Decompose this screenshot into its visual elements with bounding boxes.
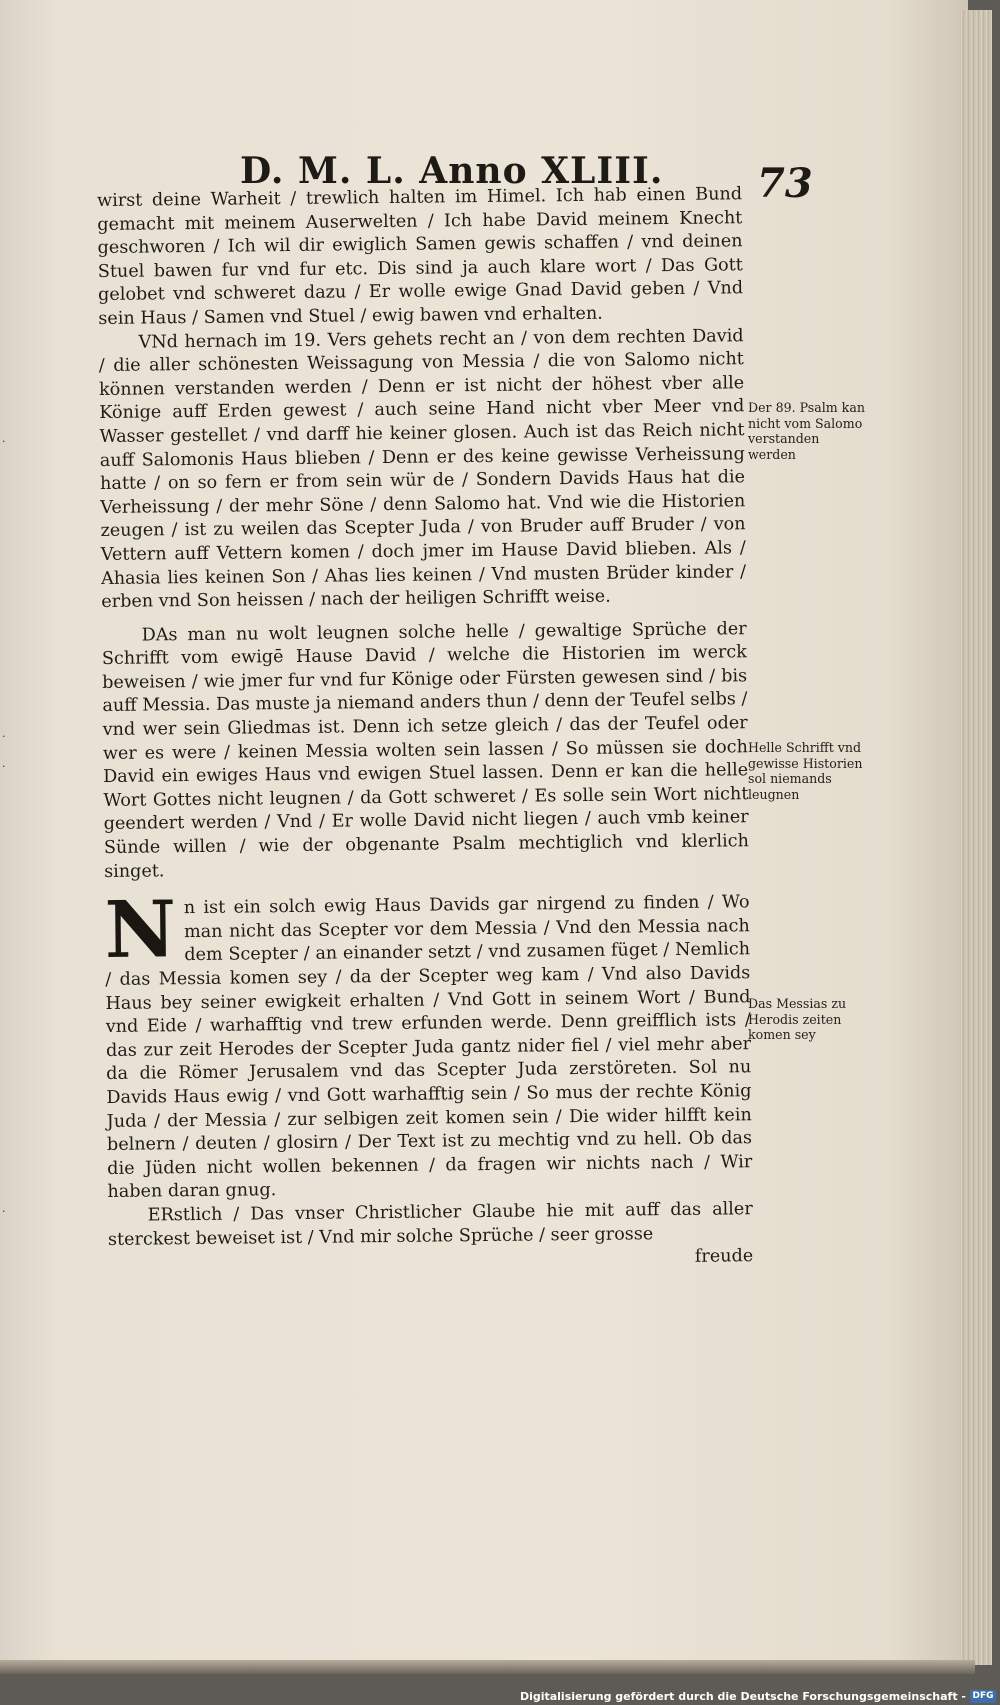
margin-note: Helle Schrifft vnd gewisse Historien sol niemands leugnen — [748, 740, 863, 802]
paragraph-with-initial — [104, 884, 753, 1204]
paragraph: VNd hernach im 19. Vers gehets recht an / von dem rechten David / die aller schönesten Weissagung von Messia / die von Salomo nicht können verstanden werden / Denn er ist nicht der höhest vber alle Könige auff Erden gewest / auch seine Hand nicht vber Meer vnd Wasser gestellet / vnd darff hie keiner glosen. Auch ist das Reich nicht auff Salomonis Haus blieben / Denn er des keine gewisse Verheissung hatte / on so fern er from sein wür de / Sondern Davids Haus hat die Verheissung / der mehr Söne / denn Salomo hat. Vnd wie die Historien zeugen / ist zu weilen das Scepter Juda / von Bruder auff Bruder / von Vettern auff Vettern komen / doch jmer im Hause David blieben. Als / Ahasia lies keinen Son / Ahas lies keinen / Vnd musten Brüder kinder / erben vnd Son heissen / nach der heiligen Schrifft weise. — [98, 325, 747, 613]
margin-note: Das Messias zu Herodis zeiten komen sey — [748, 996, 847, 1042]
page-shadow — [0, 1660, 975, 1674]
page-number: 73 — [757, 160, 813, 207]
bleed-mark: · — [2, 1205, 6, 1218]
paragraph: wirst deine Warheit / trewlich halten im Himel. Ich hab einen Bund gemacht mit meinem Auserwelten / Ich habe David meinem Knecht geschworen / Ich wil dir ewiglich Samen gewis schaffen / vnd deinen Stuel bawen fur vnd fur etc. Dis sind ja auch klare wort / Das Gott gelobet vnd schweret dazu / Er wolle ewige Gnad David geben / Vnd sein Haus / Samen vnd Stuel / ewig bawen vnd erhalten. — [97, 184, 744, 329]
paragraph: n ist ein solch ewig Haus Davids gar nirgend zu finden / Wo man nicht das Scepter vor dem Messia / Vnd den Messia nach dem Scepter / an einander setzt / vnd zusamen füget / Nemlich / das Messia komen sey / da der Scepter weg kam / Vnd also Davids Haus bey seiner ewigkeit erhalten / Vnd Gott in seinem Wort / Bund vnd Eide / warhafftig vnd trew erfunden werde. Denn greifflich ists / das zur zeit Herodes der Scepter Juda gantz nider fiel / viel mehr aber da die Römer Jerusalem vnd das Scepter Juda zerstöreten. Sol nu Davids Haus ewig / vnd Gott warhafftig sein / So mus der rechte König Juda / der Messia / zur selbigen zeit komen sein / Die wider hilfft kein belnern / deuten / glosirn / Der Text ist zu mechtig vnd zu hell. Ob das die Jüden nicht wollen bekennen / da fragen wir nichts nach / Wir haben daran gnug. — [105, 892, 753, 1203]
funding-credit: Digitalisierung gefördert durch die Deutsche Forschungsgemeinschaft - — [519, 1690, 966, 1703]
dfg-logo: DFG — [970, 1690, 996, 1703]
catchword: freude — [694, 1246, 754, 1267]
bleed-mark: · — [2, 730, 6, 743]
paragraph: ERstlich / Das vnser Christlicher Glaube hie mit auff das aller sterckest beweiset ist / Vnd mir solche Sprüche / seer grosse — [107, 1199, 753, 1250]
decorated-initial: N — [104, 884, 177, 977]
left-page-bleed-marks — [0, 0, 14, 1660]
bleed-mark: · — [2, 435, 6, 448]
paragraph: DAs man nu wolt leugnen solche helle / gewaltige Sprüche der Schrifft vom ewigē Hause David / welche die Historien im werck beweisen / wie jmer fur vnd fur Könige oder Fürsten gewesen sind / bis auff Messia. Das muste ja niemand anders thun / denn der Teufel selbs / vnd wer sein Gliedmas ist. Denn ich setze gleich / das der Teufel oder wer es were / keinen Messia wolten sein lassen / So müssen sie doch David ein ewiges Haus vnd ewigen Stuel lassen. Denn er kan die helle Wort Gottes nicht leugnen / da Gott schweret / Es solle sein Wort nicht geendert werden / Vnd / Er wolle David nicht liegen / auch vmb keiner Sünde willen / wie der obgenante Psalm mechtiglich vnd klerlich singet. — [101, 618, 749, 882]
main-text-block — [97, 183, 753, 1275]
running-title: D. M. L. Anno XLIII. — [240, 150, 664, 192]
book-page-edges — [960, 10, 992, 1665]
margin-note: Der 89. Psalm kan nicht vom Salomo verstanden werden — [748, 400, 865, 462]
footer-bar — [0, 1688, 1000, 1705]
bleed-mark: · — [2, 760, 6, 773]
